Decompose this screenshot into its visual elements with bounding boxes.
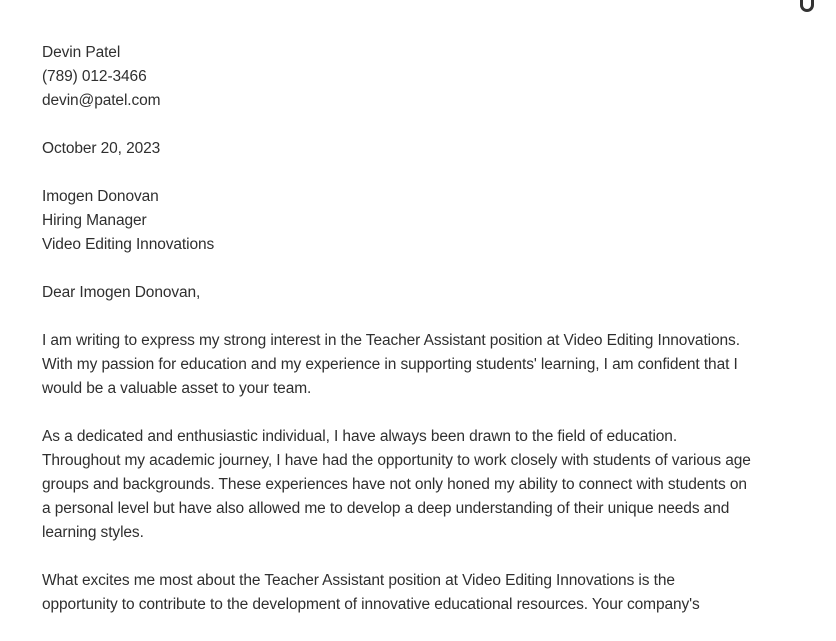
salutation-block xyxy=(42,281,812,305)
sender-name: Devin Patel xyxy=(42,44,121,61)
paragraph-line: opportunity to contribute to the development of innovative educational resources. Your company's xyxy=(42,596,700,613)
salutation: Dear Imogen Donovan, xyxy=(42,284,201,301)
paragraph-line: Throughout my academic journey, I have had the opportunity to work closely with students of various age xyxy=(42,452,751,469)
cover-letter xyxy=(42,41,812,641)
partial-u-shape-icon xyxy=(800,0,814,12)
paragraph-line: As a dedicated and enthusiastic individual, I have always been drawn to the field of education. xyxy=(42,428,678,445)
sender-email: devin@patel.com xyxy=(42,92,161,109)
paragraph-line: What excites me most about the Teacher Assistant position at Video Editing Innovations is the xyxy=(42,572,675,589)
body-paragraph-1 xyxy=(42,329,812,401)
paragraph-line: I am writing to express my strong interest in the Teacher Assistant position at Video Editing Innovations. xyxy=(42,332,740,349)
letter-date: October 20, 2023 xyxy=(42,140,161,157)
paragraph-line: a personal level but have also allowed me to develop a deep understanding of their unique needs and xyxy=(42,500,730,517)
body-paragraph-2 xyxy=(42,425,812,545)
paragraph-line: would be a valuable asset to your team. xyxy=(42,380,312,397)
recipient-block xyxy=(42,185,812,257)
recipient-title: Hiring Manager xyxy=(42,212,147,229)
recipient-company: Video Editing Innovations xyxy=(42,236,215,253)
paragraph-line: With my passion for education and my experience in supporting students' learning, I am confident that I xyxy=(42,356,738,373)
date-block xyxy=(42,137,812,161)
body-paragraph-3 xyxy=(42,569,812,617)
recipient-name: Imogen Donovan xyxy=(42,188,159,205)
sender-block xyxy=(42,41,812,113)
paragraph-line: groups and backgrounds. These experiences have not only honed my ability to connect with students on xyxy=(42,476,747,493)
sender-phone: (789) 012-3466 xyxy=(42,68,147,85)
paragraph-line: learning styles. xyxy=(42,524,144,541)
